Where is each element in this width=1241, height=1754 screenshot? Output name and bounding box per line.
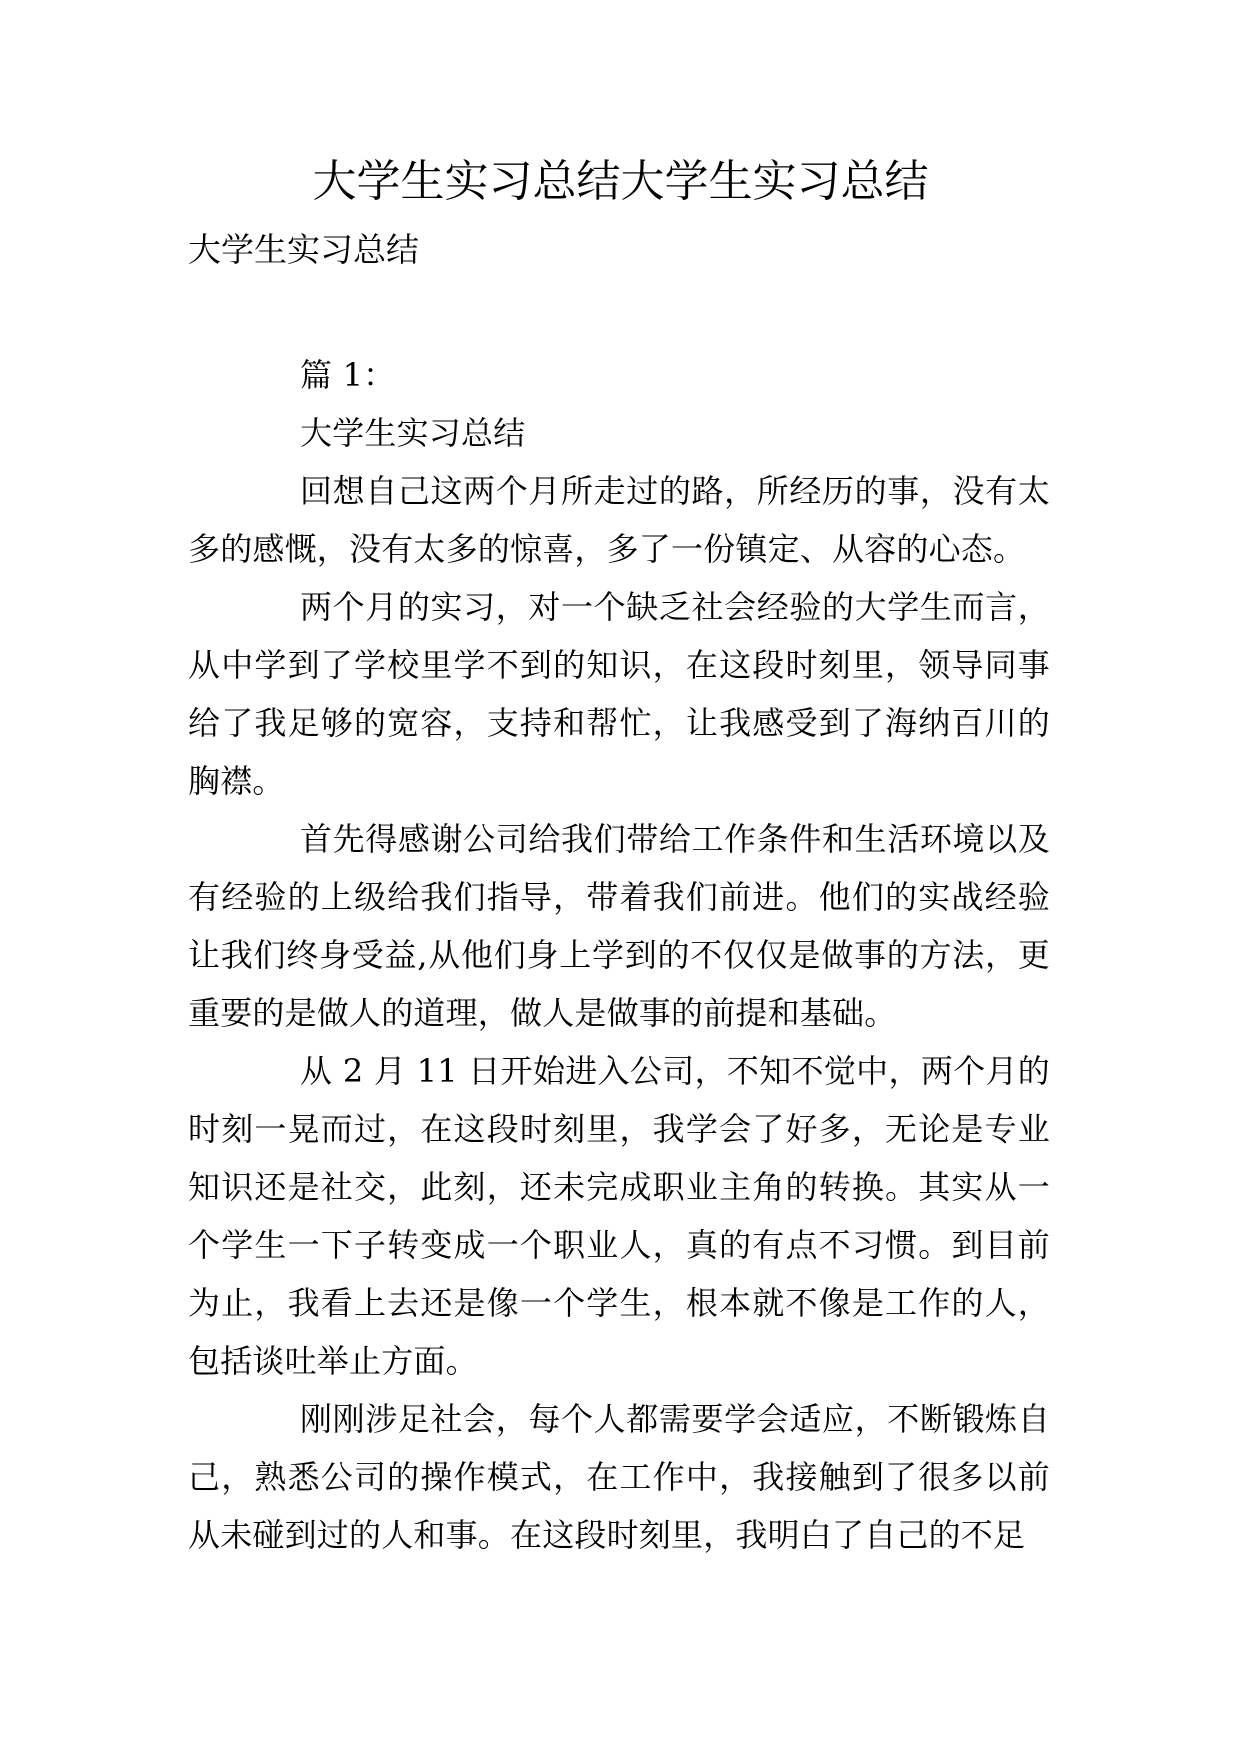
- paragraph: 两个月的实习，对一个缺乏社会经验的大学生而言，从中学到了学校里学不到的知识，在这段时刻里，领导同事给了我足够的宽容，支持和帮忙，让我感受到了海纳百川的胸襟。: [188, 588, 1050, 800]
- paragraph-section-label: 篇 1：: [300, 356, 396, 394]
- paragraph: 刚刚涉足社会，每个人都需要学会适应，不断锻炼自己，熟悉公司的操作模式，在工作中，我接触到了很多以前从未碰到过的人和事。在这段时刻里，我明白了自己的不足: [188, 1400, 1050, 1554]
- paragraph-section-title: 大学生实习总结: [300, 414, 526, 452]
- document-subtitle: 大学生实习总结: [188, 230, 419, 269]
- document-title: 大学生实习总结大学生实习总结: [312, 156, 929, 207]
- document-body: [188, 346, 1050, 1564]
- paragraph: 从 2 月 11 日开始进入公司，不知不觉中，两个月的时刻一晃而过，在这段时刻里，我学会了好多，无论是专业知识还是社交，此刻，还未完成职业主角的转换。其实从一个学生一下子转变成一个职业人，真的有点不习惯。到目前为止，我看上去还是像一个学生，根本就不像是工作的人，包括谈吐举止方面。: [188, 1052, 1050, 1380]
- paragraph: 首先得感谢公司给我们带给工作条件和生活环境以及有经验的上级给我们指导，带着我们前进。他们的实战经验让我们终身受益,从他们身上学到的不仅仅是做事的方法，更重要的是做人的道理，做人是做事的前提和基础。: [188, 820, 1050, 1032]
- paragraph: 回想自己这两个月所走过的路，所经历的事，没有太多的感慨，没有太多的惊喜，多了一份镇定、从容的心态。: [188, 472, 1050, 568]
